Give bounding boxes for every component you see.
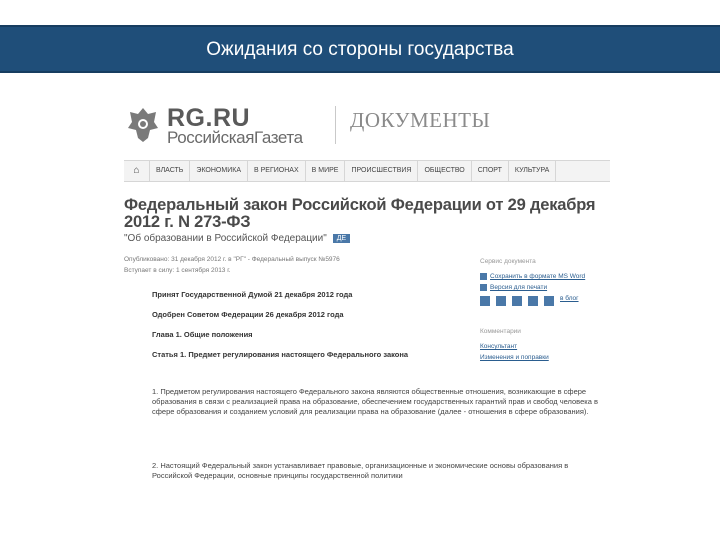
blog-link[interactable]: в блог — [560, 295, 579, 302]
logo-divider — [335, 106, 336, 144]
word-icon — [480, 273, 487, 280]
top-navigation — [124, 160, 610, 182]
nav-item-sport[interactable]: СПОРТ — [472, 160, 509, 182]
logo-subtitle: РоссийскаяГазета — [167, 128, 303, 147]
print-icon — [480, 284, 487, 291]
section-title: ДОКУМЕНТЫ — [350, 108, 491, 132]
sidebar-heading-2: Комментарии — [480, 328, 521, 335]
document-sidebar — [480, 258, 610, 365]
document-badge[interactable]: ДЕ — [333, 234, 350, 243]
logo-rg-text: RG. — [167, 104, 213, 132]
chapter-heading: Глава 1. Общие положения — [152, 330, 253, 339]
lj-icon[interactable] — [528, 296, 538, 306]
vk-icon[interactable] — [512, 296, 522, 306]
approved-line: Одобрен Советом Федерации 26 декабря 2012 года — [152, 310, 344, 319]
save-word-link[interactable] — [480, 273, 610, 280]
paragraph-1: 1. Предметом регулирования настоящего Федерального закона являются общественные отношения, возникающие в сфере образования в связи с реализацией права на образование, обеспечением государственных гарантий прав и свобод человека в сфере образования и созданием условий для реализации права на образование (далее - отношения в сфере образования). — [152, 387, 598, 416]
twitter-icon[interactable] — [480, 296, 490, 306]
document-body — [152, 290, 472, 370]
print-version-label: Версия для печати — [490, 284, 548, 291]
logo-ru-text: RU — [212, 104, 251, 132]
print-version-link[interactable] — [480, 284, 610, 291]
effective-date: Вступает в силу: 1 сентября 2013 г. — [124, 267, 231, 274]
facebook-icon[interactable] — [496, 296, 506, 306]
nav-item-society[interactable]: ОБЩЕСТВО — [418, 160, 471, 182]
coat-of-arms-icon — [126, 104, 160, 144]
nav-item-vlast[interactable]: ВЛАСТЬ — [150, 160, 190, 182]
document-title: Федеральный закон Российской Федерации от 29 декабря 2012 г. N 273-ФЗ — [124, 196, 596, 231]
share-bar — [480, 295, 610, 306]
nav-item-economy[interactable]: ЭКОНОМИКА — [190, 160, 248, 182]
nav-item-culture[interactable]: КУЛЬТУРА — [509, 160, 556, 182]
consultant-link[interactable]: Консультант — [480, 343, 518, 350]
publication-info: Опубликовано: 31 декабря 2012 г. в "РГ" - Федеральный выпуск №5976 — [124, 256, 340, 263]
adopted-line: Принят Государственной Думой 21 декабря 2012 года — [152, 290, 353, 299]
nav-item-regions[interactable]: В РЕГИОНАХ — [248, 160, 306, 182]
mail-icon[interactable] — [544, 296, 554, 306]
nav-item-world[interactable]: В МИРЕ — [306, 160, 346, 182]
document-subtitle-text: "Об образовании в Российской Федерации" — [124, 233, 327, 244]
amendments-link[interactable]: Изменения и поправки — [480, 354, 549, 361]
save-word-label: Сохранить в формате MS Word — [490, 273, 586, 280]
article-heading: Статья 1. Предмет регулирования настоящего Федерального закона — [152, 350, 409, 359]
paragraph-2: 2. Настоящий Федеральный закон устанавливает правовые, организационные и экономические основы образования в Российской Федерации, основные принципы государственной политики — [152, 461, 569, 480]
document-subtitle — [124, 233, 350, 244]
home-icon[interactable]: ⌂ — [124, 160, 150, 182]
nav-item-incidents[interactable]: ПРОИСШЕСТВИЯ — [345, 160, 418, 182]
sidebar-heading: Сервис документа — [480, 258, 536, 265]
document-screenshot — [122, 98, 612, 498]
slide-title: Ожидания со стороны государства — [0, 25, 720, 73]
